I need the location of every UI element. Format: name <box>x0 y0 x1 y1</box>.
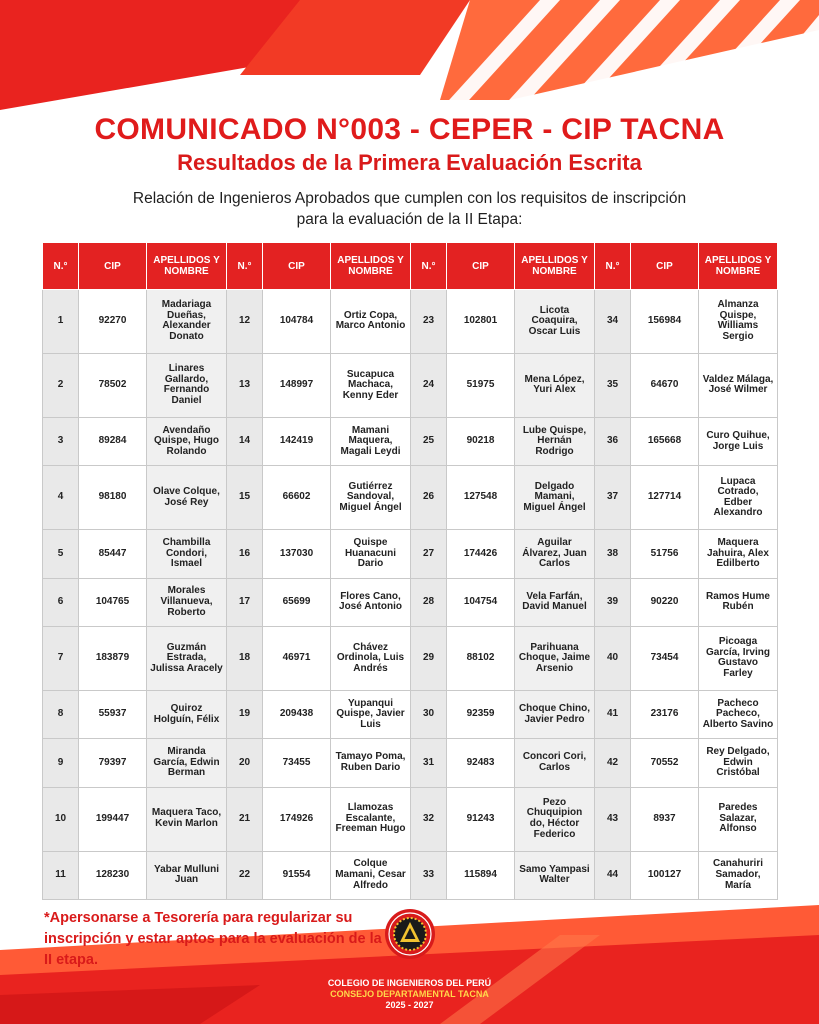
row-number: 41 <box>595 690 631 738</box>
row-number: 3 <box>43 417 79 465</box>
cip-number: 91554 <box>263 851 331 899</box>
row-number: 24 <box>411 353 447 417</box>
engineer-name: Yabar Mulluni Juan <box>147 851 227 899</box>
cip-number: 142419 <box>263 417 331 465</box>
cip-number: 90220 <box>631 578 699 626</box>
engineer-name: Almanza Quispe, Williams Sergio <box>699 290 778 354</box>
engineer-name: Avendaño Quispe, Hugo Rolando <box>147 417 227 465</box>
row-number: 44 <box>595 851 631 899</box>
cip-number: 90218 <box>447 417 515 465</box>
row-number: 14 <box>227 417 263 465</box>
cip-number: 183879 <box>79 626 147 690</box>
engineer-name: Sucapuca Machaca, Kenny Eder <box>331 353 411 417</box>
cip-number: 88102 <box>447 626 515 690</box>
row-number: 42 <box>595 739 631 787</box>
engineer-name: Yupanqui Quispe, Javier Luis <box>331 690 411 738</box>
row-number: 1 <box>43 290 79 354</box>
engineer-name: Llamozas Escalante, Freeman Hugo <box>331 787 411 851</box>
cip-number: 165668 <box>631 417 699 465</box>
engineer-name: Guzmán Estrada, Julissa Aracely <box>147 626 227 690</box>
cip-number: 79397 <box>79 739 147 787</box>
row-number: 29 <box>411 626 447 690</box>
row-number: 12 <box>227 290 263 354</box>
cip-number: 55937 <box>79 690 147 738</box>
table-row <box>43 530 778 578</box>
row-number: 43 <box>595 787 631 851</box>
engineer-name: Picoaga García, Irving Gustavo Farley <box>699 626 778 690</box>
table-row <box>43 466 778 530</box>
cip-number: 128230 <box>79 851 147 899</box>
row-number: 17 <box>227 578 263 626</box>
cip-number: 51756 <box>631 530 699 578</box>
engineer-name: Lupaca Cotrado, Edber Alexandro <box>699 466 778 530</box>
engineer-name: Maquera Jahuira, Alex Edilberto <box>699 530 778 578</box>
engineer-name: Ortiz Copa, Marco Antonio <box>331 290 411 354</box>
footer-institution: COLEGIO DE INGENIEROS DEL PERÚ <box>327 978 492 988</box>
page-subtitle: Resultados de la Primera Evaluación Escrita <box>177 150 642 175</box>
table-row <box>43 690 778 738</box>
cip-number: 98180 <box>79 466 147 530</box>
table-row <box>43 626 778 690</box>
engineer-name: Pezo Chuquipion do, Héctor Federico <box>515 787 595 851</box>
row-number: 2 <box>43 353 79 417</box>
row-number: 27 <box>411 530 447 578</box>
cip-number: 104754 <box>447 578 515 626</box>
engineer-name: Linares Gallardo, Fernando Daniel <box>147 353 227 417</box>
engineer-name: Morales Villanueva, Roberto <box>147 578 227 626</box>
row-number: 4 <box>43 466 79 530</box>
engineer-name: Concori Cori, Carlos <box>515 739 595 787</box>
column-header-num: N.° <box>595 243 631 290</box>
engineer-name: Samo Yampasi Walter <box>515 851 595 899</box>
cip-seal-logo <box>384 908 436 960</box>
row-number: 30 <box>411 690 447 738</box>
column-header-cip: CIP <box>631 243 699 290</box>
cip-number: 8937 <box>631 787 699 851</box>
column-header-name: APELLIDOS Y NOMBRE <box>515 243 595 290</box>
treasury-note: *Apersonarse a Tesorería para regularizar su inscripción y estar aptos para la evaluación de la II etapa. <box>44 910 382 968</box>
engineer-name: Valdez Málaga, José Wilmer <box>699 353 778 417</box>
engineer-name: Chambilla Condori, Ismael <box>147 530 227 578</box>
top-decoration <box>0 0 819 110</box>
table-row <box>43 787 778 851</box>
cip-number: 92270 <box>79 290 147 354</box>
row-number: 15 <box>227 466 263 530</box>
column-header-cip: CIP <box>79 243 147 290</box>
engineer-name: Madariaga Dueñas, Alexander Donato <box>147 290 227 354</box>
cip-number: 92483 <box>447 739 515 787</box>
cip-number: 23176 <box>631 690 699 738</box>
header <box>0 112 819 230</box>
cip-number: 104784 <box>263 290 331 354</box>
row-number: 26 <box>411 466 447 530</box>
row-number: 40 <box>595 626 631 690</box>
table-row <box>43 739 778 787</box>
cip-number: 102801 <box>447 290 515 354</box>
engineer-name: Olave Colque, José Rey <box>147 466 227 530</box>
cip-number: 100127 <box>631 851 699 899</box>
engineer-name: Canahuriri Samador, María <box>699 851 778 899</box>
cip-number: 156984 <box>631 290 699 354</box>
row-number: 5 <box>43 530 79 578</box>
row-number: 38 <box>595 530 631 578</box>
cip-number: 65699 <box>263 578 331 626</box>
row-number: 23 <box>411 290 447 354</box>
row-number: 6 <box>43 578 79 626</box>
engineer-name: Ramos Hume Rubén <box>699 578 778 626</box>
cip-number: 66602 <box>263 466 331 530</box>
row-number: 18 <box>227 626 263 690</box>
engineer-name: Colque Mamani, Cesar Alfredo <box>331 851 411 899</box>
row-number: 16 <box>227 530 263 578</box>
cip-number: 78502 <box>79 353 147 417</box>
engineer-name: Chávez Ordinola, Luis Andrés <box>331 626 411 690</box>
engineer-name: Licota Coaquira, Oscar Luis <box>515 290 595 354</box>
engineer-name: Tamayo Poma, Ruben Dario <box>331 739 411 787</box>
engineer-name: Parihuana Choque, Jaime Arsenio <box>515 626 595 690</box>
row-number: 28 <box>411 578 447 626</box>
results-table <box>42 242 778 900</box>
column-header-cip: CIP <box>447 243 515 290</box>
engineer-name: Lube Quispe, Hernán Rodrigo <box>515 417 595 465</box>
row-number: 36 <box>595 417 631 465</box>
cip-number: 85447 <box>79 530 147 578</box>
page-title: COMUNICADO N°003 - CEPER - CIP TACNA <box>94 113 725 146</box>
table-row <box>43 290 778 354</box>
engineer-name: Maquera Taco, Kevin Marlon <box>147 787 227 851</box>
footer <box>0 978 819 1011</box>
cip-number: 92359 <box>447 690 515 738</box>
engineer-name: Quispe Huanacuni Dario <box>331 530 411 578</box>
column-header-name: APELLIDOS Y NOMBRE <box>699 243 778 290</box>
column-header-name: APELLIDOS Y NOMBRE <box>331 243 411 290</box>
table-header-row <box>43 243 778 290</box>
table-row <box>43 578 778 626</box>
row-number: 34 <box>595 290 631 354</box>
cip-number: 137030 <box>263 530 331 578</box>
engineer-name: Quiroz Holguín, Félix <box>147 690 227 738</box>
row-number: 7 <box>43 626 79 690</box>
cip-number: 73455 <box>263 739 331 787</box>
cip-number: 174426 <box>447 530 515 578</box>
row-number: 8 <box>43 690 79 738</box>
row-number: 31 <box>411 739 447 787</box>
column-header-name: APELLIDOS Y NOMBRE <box>147 243 227 290</box>
intro-text: Relación de Ingenieros Aprobados que cumplen con los requisitos de inscripción para la evaluación de la II Etapa: <box>132 190 687 228</box>
engineer-name: Flores Cano, José Antonio <box>331 578 411 626</box>
engineer-name: Delgado Mamani, Miguel Ángel <box>515 466 595 530</box>
row-number: 35 <box>595 353 631 417</box>
cip-number: 51975 <box>447 353 515 417</box>
table-row <box>43 353 778 417</box>
table-row <box>43 851 778 899</box>
cip-number: 73454 <box>631 626 699 690</box>
engineer-name: Pacheco Pacheco, Alberto Savino <box>699 690 778 738</box>
engineer-name: Gutiérrez Sandoval, Miguel Ángel <box>331 466 411 530</box>
footer-period: 2025 - 2027 <box>385 1000 434 1010</box>
row-number: 33 <box>411 851 447 899</box>
row-number: 37 <box>595 466 631 530</box>
cip-number: 209438 <box>263 690 331 738</box>
cip-number: 64670 <box>631 353 699 417</box>
row-number: 39 <box>595 578 631 626</box>
engineer-name: Choque Chino, Javier Pedro <box>515 690 595 738</box>
cip-number: 104765 <box>79 578 147 626</box>
footer-council: CONSEJO DEPARTAMENTAL TACNA <box>330 989 489 999</box>
cip-number: 91243 <box>447 787 515 851</box>
row-number: 25 <box>411 417 447 465</box>
table-row <box>43 417 778 465</box>
column-header-num: N.° <box>227 243 263 290</box>
cip-number: 199447 <box>79 787 147 851</box>
engineer-name: Curo Quihue, Jorge Luis <box>699 417 778 465</box>
cip-number: 89284 <box>79 417 147 465</box>
engineer-name: Mamani Maquera, Magali Leydi <box>331 417 411 465</box>
row-number: 11 <box>43 851 79 899</box>
column-header-num: N.° <box>411 243 447 290</box>
cip-number: 127548 <box>447 466 515 530</box>
row-number: 13 <box>227 353 263 417</box>
row-number: 32 <box>411 787 447 851</box>
cip-number: 46971 <box>263 626 331 690</box>
cip-number: 148997 <box>263 353 331 417</box>
row-number: 20 <box>227 739 263 787</box>
cip-number: 70552 <box>631 739 699 787</box>
engineer-name: Mena López, Yuri Alex <box>515 353 595 417</box>
row-number: 10 <box>43 787 79 851</box>
cip-number: 174926 <box>263 787 331 851</box>
engineer-name: Miranda García, Edwin Berman <box>147 739 227 787</box>
column-header-cip: CIP <box>263 243 331 290</box>
row-number: 22 <box>227 851 263 899</box>
row-number: 21 <box>227 787 263 851</box>
engineer-name: Vela Farfán, David Manuel <box>515 578 595 626</box>
row-number: 19 <box>227 690 263 738</box>
column-header-num: N.° <box>43 243 79 290</box>
engineer-name: Rey Delgado, Edwin Cristóbal <box>699 739 778 787</box>
cip-number: 127714 <box>631 466 699 530</box>
row-number: 9 <box>43 739 79 787</box>
cip-number: 115894 <box>447 851 515 899</box>
engineer-name: Paredes Salazar, Alfonso <box>699 787 778 851</box>
engineer-name: Aguilar Álvarez, Juan Carlos <box>515 530 595 578</box>
